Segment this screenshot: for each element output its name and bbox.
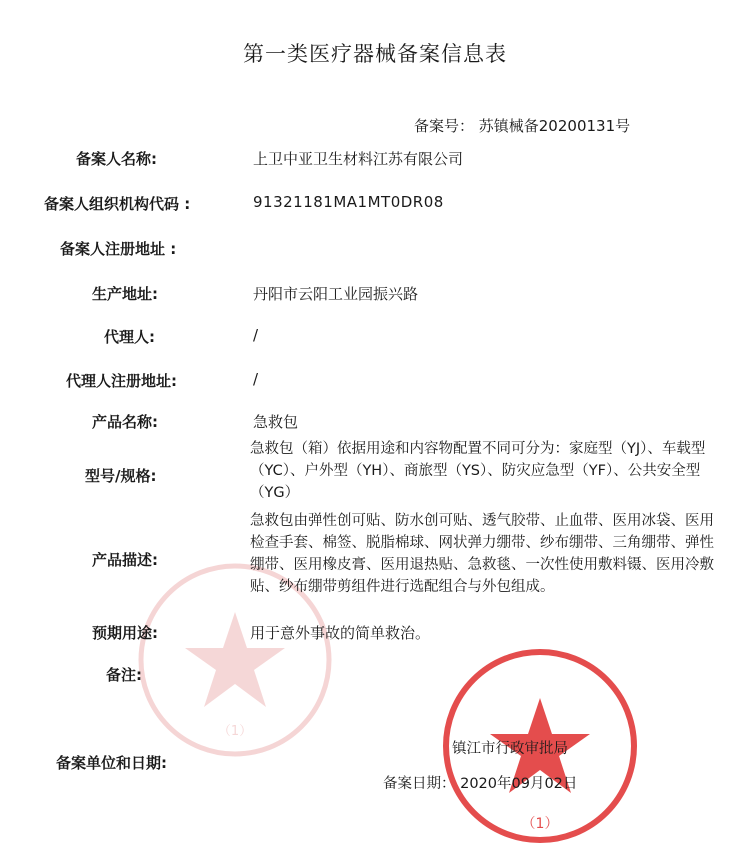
org-code-value: 91321181MA1MT0DR08 (253, 193, 444, 211)
model-value: 急救包（箱）依据用途和内容物配置不同可分为：家庭型（YJ）、车载型（YC）、户外型（YH）、商旅型（YS）、防灾应急型（YF）、公共安全型（YG） (250, 441, 706, 501)
intended-use-label: 预期用途: (92, 624, 158, 642)
product-name-value: 急救包 (253, 413, 299, 431)
product-name-label: 产品名称: (92, 413, 158, 431)
issuer: 镇江市行政审批局 (452, 741, 568, 757)
remarks-label: 备注: (106, 666, 142, 684)
reg-address-label: 备案人注册地址 : (60, 240, 177, 258)
registrant-name-value: 上卫中亚卫生材料江苏有限公司 (253, 150, 464, 168)
svg-text:（1）: （1） (521, 816, 559, 832)
svg-text:（1）: （1） (217, 724, 253, 739)
agent-label: 代理人: (104, 328, 155, 346)
unit-date-label: 备案单位和日期: (56, 754, 167, 772)
production-address-value: 丹阳市云阳工业园振兴路 (253, 285, 419, 303)
page-title: 第一类医疗器械备案信息表 (243, 42, 507, 66)
org-code-label: 备案人组织机构代码 : (44, 195, 191, 213)
production-address-label: 生产地址: (92, 285, 158, 303)
registrant-name-label: 备案人名称: (76, 150, 157, 168)
record-date: 备案日期： 2020年09月02日 (383, 776, 578, 792)
agent-value: / (253, 326, 259, 344)
agent-address-label: 代理人注册地址: (66, 372, 177, 390)
description-value: 急救包由弹性创可贴、防水创可贴、透气胶带、止血带、医用冰袋、医用检查手套、棉签、脱脂棉球、网状弹力绷带、纱布绷带、三角绷带、弹性绷带、医用橡皮膏、医用退热贴、急救毯、一次性使用敷料镊、医用冷敷贴、纱布绷带剪组件进行选配组合与外包组成。 (250, 513, 714, 595)
agent-address-value: / (253, 370, 259, 388)
description-label: 产品描述: (92, 551, 158, 569)
model-label: 型号/规格: (85, 467, 157, 485)
intended-use-value: 用于意外事故的简单救治。 (250, 624, 431, 642)
record-number: 备案号： 苏镇械备20200131号 (414, 117, 631, 135)
